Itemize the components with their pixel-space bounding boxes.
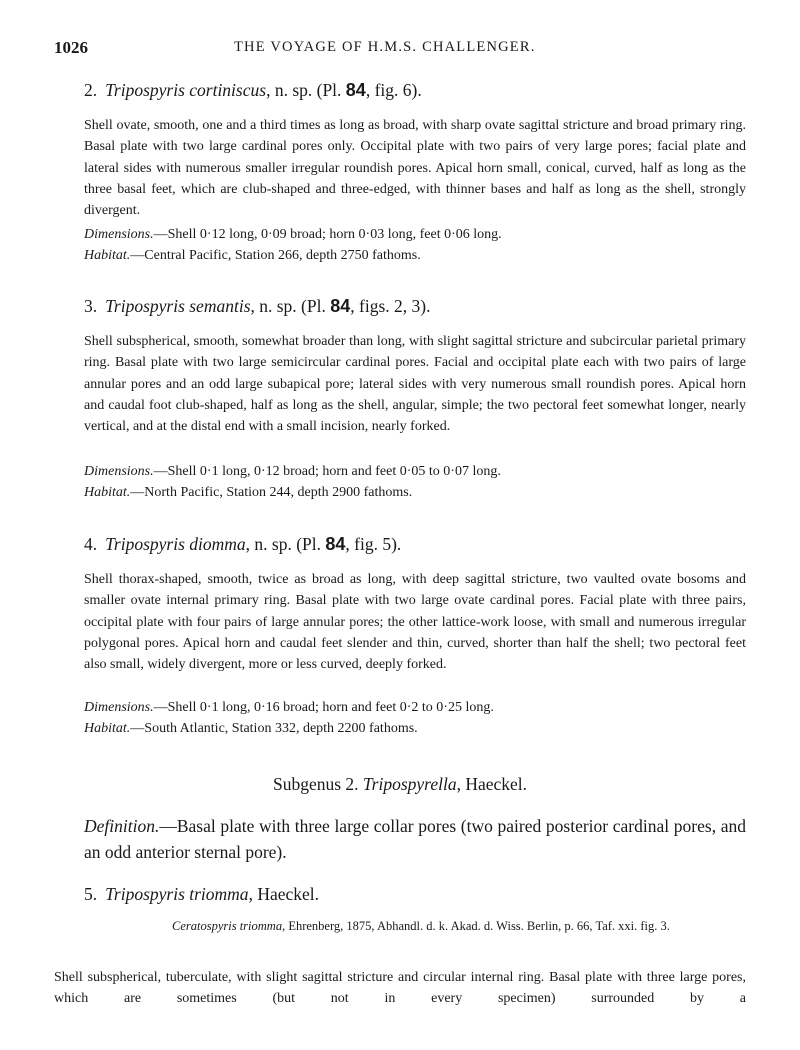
genus-name: Tripospyris: [105, 80, 185, 100]
subgenus-definition: Definition.—Basal plate with three large collar pores (two paired posterior cardinal pores, and an odd anterior sternal pore).: [84, 816, 746, 862]
species-description-3: Shell subspherical, smooth, somewhat broader than long, with slight sagittal stricture and subcircular parietal primary ring. Basal plate with two large semicircular cardinal pores. Facial and occipital plate each with two pairs of large annular pores and an odd large subapical pore; lateral sides with very numerous small roundish pores. Apical horn and caudal foot club-shaped, half as long as the shell, angular, simple; the two pectoral feet somewhat longer, nearly vertical, and at the distal end with a small incision, nearly forked.: [84, 334, 746, 435]
plate-number: 84: [345, 80, 366, 100]
species-description-2: Shell ovate, smooth, one and a third times as long as broad, with sharp ovate sagittal stricture and broad primary ring. Basal plate with two large cardinal pores only. Occipital plate with two pairs of very large pores; facial plate and lateral sides with numerous smaller irregular roundish pores. Apical horn small, conical, curved, half as long as the three basal feet, which are club-shaped and three-edged, with thinner bases and half as long as the shell, strongly divergent.: [84, 118, 746, 219]
species-heading-2: 2. Tripospyris cortiniscus, n. sp. (Pl. 84, fig. 6).: [84, 80, 422, 100]
species-name: triomma: [189, 884, 249, 904]
synonymy-reference: Ceratospyris triomma, Ehrenberg, 1875, Abhandl. d. k. Akad. d. Wiss. Berlin, p. 66, Taf. xxi. fig. 3.: [172, 919, 670, 933]
running-head: [54, 38, 746, 60]
species-description-4: Shell thorax-shaped, smooth, twice as broad as long, with deep sagittal stricture, two vaulted ovate bosoms and smaller ovate internal primary ring. Basal plate with two large ovate cardinal pores. Facial plate with three pairs, occipital plate with four pairs of large annular pores; the other lattice-work loose, with small and numerous irregular polygonal pores. Apical horn and caudal feet slender and thin, curved, shorter than half the shell; two pectoral feet also small, widely divergent, more or less curved, deeply forked.: [84, 572, 746, 673]
species-heading-5: 5. Tripospyris triomma, Haeckel.: [84, 884, 320, 904]
plate-number: 84: [330, 296, 351, 316]
species-description-5: Shell subspherical, tuberculate, with slight sagittal stricture and circular internal ring. Basal plate with three large pores, which are sometimes (but not in every specimen) surrounded by a: [54, 970, 746, 1007]
species-name: diomma: [189, 534, 246, 554]
dimensions-3: Dimensions.—Shell 0·1 long, 0·12 broad; horn and feet 0·05 to 0·07 long.: [84, 464, 501, 479]
synonym-name: Ceratospyris triomma: [172, 919, 283, 933]
subgenus-name: Tripospyrella: [362, 774, 457, 794]
species-name: cortiniscus: [189, 80, 267, 100]
habitat-3: Habitat.—North Pacific, Station 244, depth 2900 fathoms.: [84, 485, 413, 500]
species-name: semantis: [189, 296, 251, 316]
genus-name: Tripospyris: [105, 884, 185, 904]
genus-name: Tripospyris: [105, 296, 185, 316]
plate-number: 84: [325, 534, 346, 554]
genus-name: Tripospyris: [105, 534, 185, 554]
subgenus-heading: Subgenus 2. Tripospyrella, Haeckel.: [272, 774, 528, 794]
habitat-2: Habitat.—Central Pacific, Station 266, depth 2750 fathoms.: [84, 248, 421, 263]
running-title: THE VOYAGE OF H.M.S. CHALLENGER.: [234, 39, 536, 55]
habitat-4: Habitat.—South Atlantic, Station 332, depth 2200 fathoms.: [84, 721, 418, 736]
species-heading-4: 4. Tripospyris diomma, n. sp. (Pl. 84, fig. 5).: [84, 534, 402, 554]
dimensions-2: Dimensions.—Shell 0·12 long, 0·09 broad; horn 0·03 long, feet 0·06 long.: [84, 227, 502, 242]
dimensions-4: Dimensions.—Shell 0·1 long, 0·16 broad; horn and feet 0·2 to 0·25 long.: [84, 700, 494, 715]
page-number: 1026: [54, 38, 88, 57]
species-heading-3: 3. Tripospyris semantis, n. sp. (Pl. 84, figs. 2, 3).: [84, 296, 431, 316]
